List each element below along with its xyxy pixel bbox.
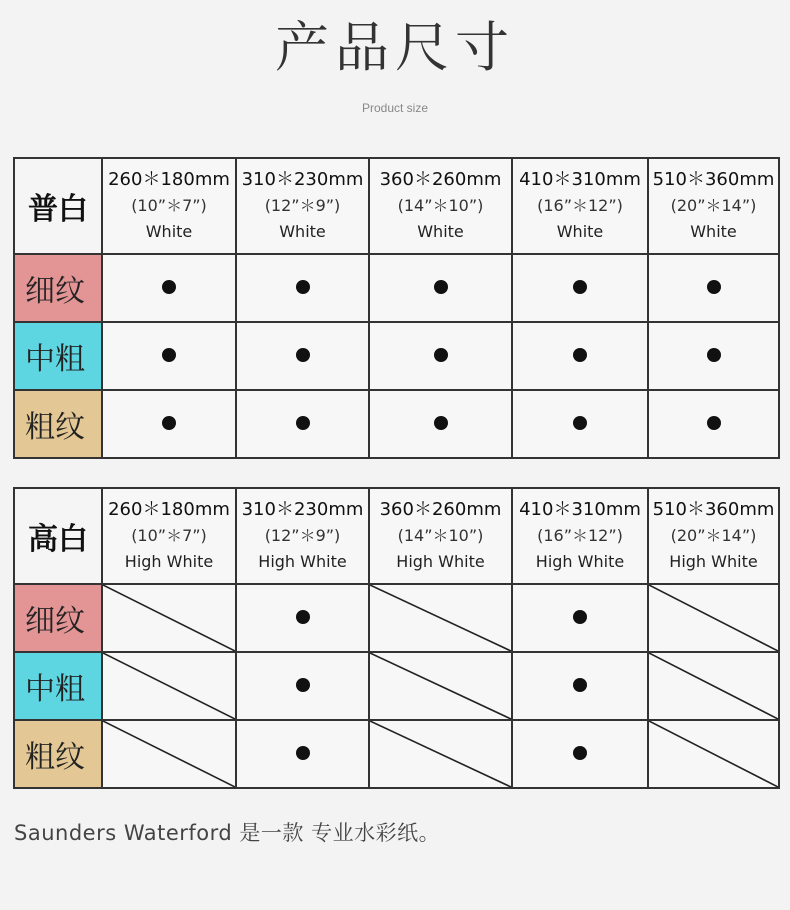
availability-cell (236, 720, 369, 788)
availability-cell (648, 584, 779, 652)
available-dot-icon (573, 610, 587, 624)
size-inch: (10”＊7”) (131, 196, 207, 215)
size-inch: (10”＊7”) (131, 526, 207, 545)
unavailable-slash-icon (370, 721, 511, 787)
texture-row-fine (14, 584, 779, 652)
size-color: High White (396, 552, 485, 571)
size-mm: 360＊260mm (379, 499, 502, 520)
available-dot-icon (707, 280, 721, 294)
size-header-cell (648, 158, 779, 254)
size-inch: (12”＊9”) (264, 196, 341, 215)
paper-type-label: 高白 (14, 488, 102, 584)
availability-cell (512, 322, 648, 390)
availability-cell (102, 584, 236, 652)
size-header-cell (369, 158, 512, 254)
available-dot-icon (573, 746, 587, 760)
availability-cell (236, 584, 369, 652)
texture-label-medium: 中粗 (14, 652, 102, 720)
size-table-high-white (13, 487, 780, 789)
size-header-cell (102, 488, 236, 584)
unavailable-slash-icon (649, 653, 778, 719)
size-mm: 310＊230mm (241, 169, 364, 190)
texture-label-fine: 细纹 (14, 584, 102, 652)
size-color: White (279, 222, 326, 241)
texture-row-medium (14, 652, 779, 720)
size-table-white (13, 157, 780, 459)
available-dot-icon (162, 280, 176, 294)
texture-label-fine: 细纹 (14, 254, 102, 322)
availability-cell (648, 652, 779, 720)
available-dot-icon (707, 416, 721, 430)
size-header-cell (369, 488, 512, 584)
available-dot-icon (296, 416, 310, 430)
size-color: High White (124, 552, 214, 571)
size-color: White (690, 222, 737, 241)
availability-cell (236, 254, 369, 322)
availability-cell (369, 254, 512, 322)
availability-cell (102, 652, 236, 720)
availability-cell (512, 390, 648, 458)
available-dot-icon (162, 348, 176, 362)
availability-cell (648, 254, 779, 322)
texture-row-rough (14, 720, 779, 788)
availability-cell (512, 652, 648, 720)
page-title: 产品尺寸 (275, 16, 515, 79)
available-dot-icon (434, 416, 448, 430)
availability-cell (648, 322, 779, 390)
unavailable-slash-icon (103, 585, 235, 651)
unavailable-slash-icon (370, 653, 511, 719)
size-header-cell (512, 488, 648, 584)
available-dot-icon (296, 678, 310, 692)
availability-cell (369, 652, 512, 720)
unavailable-slash-icon (649, 585, 778, 651)
texture-row-fine (14, 254, 779, 322)
available-dot-icon (573, 348, 587, 362)
texture-label-rough: 粗纹 (14, 390, 102, 458)
product-description: Saunders Waterford 是一款 专业水彩纸。 (14, 821, 441, 845)
available-dot-icon (573, 678, 587, 692)
availability-cell (369, 584, 512, 652)
available-dot-icon (296, 610, 310, 624)
available-dot-icon (296, 348, 310, 362)
unavailable-slash-icon (103, 653, 235, 719)
unavailable-slash-icon (649, 721, 778, 787)
available-dot-icon (296, 746, 310, 760)
size-header-cell (648, 488, 779, 584)
availability-cell (648, 720, 779, 788)
size-color: White (145, 222, 193, 241)
availability-cell (236, 322, 369, 390)
size-header-row (14, 158, 779, 254)
availability-cell (512, 584, 648, 652)
size-header-cell (512, 158, 648, 254)
texture-row-medium (14, 322, 779, 390)
available-dot-icon (296, 280, 310, 294)
size-mm: 510＊360mm (652, 499, 775, 520)
size-inch: (14”＊10”) (397, 196, 484, 215)
availability-cell (236, 652, 369, 720)
size-mm: 360＊260mm (379, 169, 502, 190)
availability-cell (369, 390, 512, 458)
available-dot-icon (162, 416, 176, 430)
availability-cell (102, 254, 236, 322)
availability-cell (236, 390, 369, 458)
available-dot-icon (573, 280, 587, 294)
available-dot-icon (434, 348, 448, 362)
size-header-row (14, 488, 779, 584)
texture-label-medium: 中粗 (14, 322, 102, 390)
size-inch: (20”＊14”) (670, 526, 757, 545)
size-mm: 510＊360mm (652, 169, 775, 190)
paper-type-label: 普白 (14, 158, 102, 254)
size-color: High White (669, 552, 758, 571)
available-dot-icon (707, 348, 721, 362)
availability-cell (102, 720, 236, 788)
size-inch: (16”＊12”) (537, 526, 623, 545)
texture-label-rough: 粗纹 (14, 720, 102, 788)
availability-cell (369, 720, 512, 788)
size-header-cell (236, 488, 369, 584)
size-color: White (556, 222, 604, 241)
availability-cell (102, 390, 236, 458)
unavailable-slash-icon (103, 721, 235, 787)
available-dot-icon (434, 280, 448, 294)
availability-cell (512, 254, 648, 322)
size-mm: 410＊310mm (519, 499, 641, 520)
size-inch: (16”＊12”) (537, 196, 623, 215)
size-mm: 260＊180mm (108, 499, 230, 520)
availability-cell (512, 720, 648, 788)
size-color: White (417, 222, 464, 241)
size-header-cell (236, 158, 369, 254)
availability-cell (102, 322, 236, 390)
page-subtitle: Product size (361, 101, 429, 115)
size-mm: 260＊180mm (108, 169, 230, 190)
availability-cell (369, 322, 512, 390)
size-mm: 310＊230mm (241, 499, 364, 520)
size-inch: (14”＊10”) (397, 526, 484, 545)
texture-row-rough (14, 390, 779, 458)
size-color: High White (258, 552, 347, 571)
size-mm: 410＊310mm (519, 169, 641, 190)
unavailable-slash-icon (370, 585, 511, 651)
size-inch: (12”＊9”) (264, 526, 341, 545)
availability-cell (648, 390, 779, 458)
available-dot-icon (573, 416, 587, 430)
size-inch: (20”＊14”) (670, 196, 757, 215)
size-header-cell (102, 158, 236, 254)
size-color: High White (535, 552, 625, 571)
